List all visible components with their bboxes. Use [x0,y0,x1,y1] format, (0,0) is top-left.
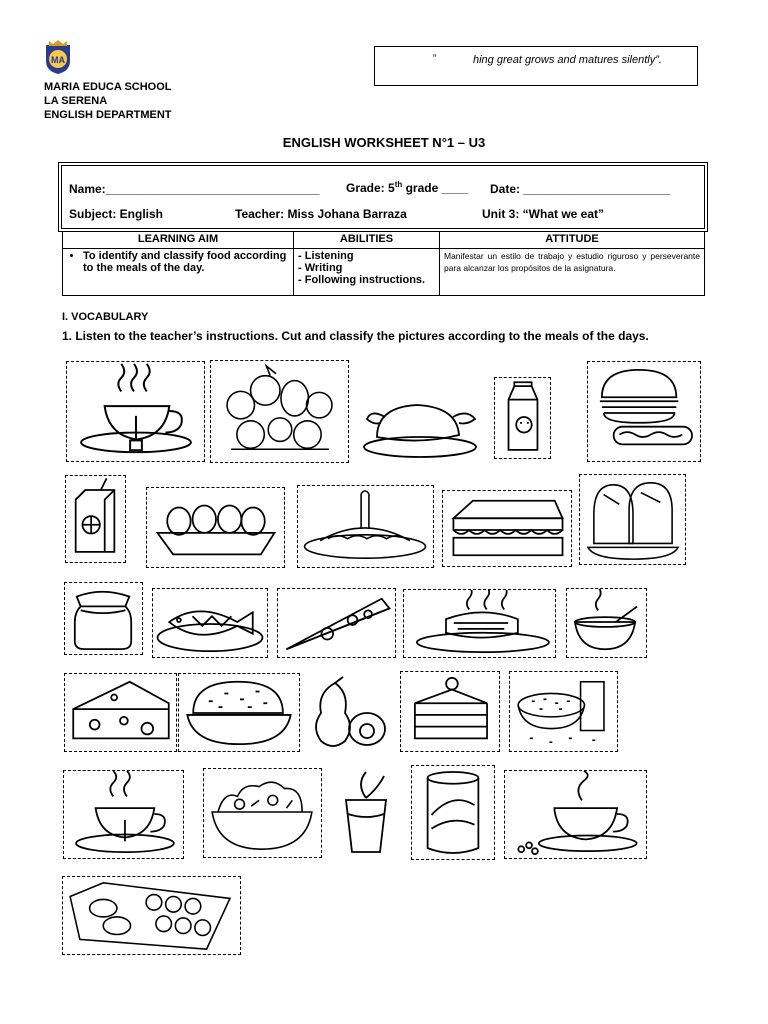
attitude-cell: Manifestar un estilo de trabajo y estudio riguroso y perseverante para alcanzar los propósitos de la asignatura. [440,249,705,296]
roast-chicken-icon [355,387,486,463]
school-city: LA SERENA [44,95,108,107]
lentils-picture[interactable] [509,671,618,752]
header-abilities: ABILITIES [294,232,440,249]
jam-jar-icon [65,583,142,654]
rice-bowl-picture[interactable] [178,673,300,752]
soup-bowl-icon [567,589,646,657]
sushi-picture[interactable] [62,876,241,955]
ability-item: - Following instructions. [298,274,426,286]
water-glass-icon [330,770,403,860]
subject-label: Subject: English [69,207,164,221]
quote-mark: “ [433,53,437,64]
ability-item: - Writing [298,262,343,274]
pizza-slice-picture[interactable] [277,588,396,658]
salad-picture[interactable] [203,768,322,858]
avocado-pear-picture[interactable] [309,673,391,752]
school-department: ENGLISH DEPARTMENT [44,109,172,121]
worksheet-title: ENGLISH WORKSHEET N°1 – U3 [282,135,486,150]
bread-picture[interactable] [579,474,686,565]
spaghetti-picture[interactable] [297,485,434,568]
cake-slice-icon [401,672,499,751]
steak-icon [404,590,555,657]
eggs-picture[interactable] [146,487,285,568]
grade-label: Grade: 5 [346,181,395,195]
soda-can-picture[interactable] [411,765,495,860]
abilities-cell [294,249,440,296]
instruction-text: 1. Listen to the teacher’s instructions. Cut and classify the pictures according to the meals of the days. [62,329,649,343]
roast-chicken-picture[interactable] [355,387,486,463]
cheese-picture[interactable] [64,673,177,752]
cake-slice-picture[interactable] [400,671,500,752]
name-field[interactable]: Name:________________________________ [69,182,320,196]
fish-icon [153,589,267,657]
juice-box-icon [66,476,125,562]
spaghetti-icon [298,486,433,567]
lentils-icon [510,672,617,751]
coffee-cup-picture[interactable] [504,770,647,859]
school-name: MARIA EDUCA SCHOOL [44,81,172,93]
juice-box-picture[interactable] [65,475,126,563]
learning-aim-cell [63,249,294,296]
rice-bowl-icon [179,674,299,751]
sandwich-picture[interactable] [442,490,572,567]
header-attitude: ATTITUDE [440,232,705,249]
grade-sup: th [394,180,403,189]
school-info [44,80,172,122]
student-info-box [61,165,705,229]
pizza-slice-icon [278,589,395,657]
tea-cup-icon [67,362,204,461]
date-field[interactable]: Date: ______________________ [490,182,671,196]
grade-tail: grade ____ [402,181,469,195]
avocado-pear-icon [309,673,391,752]
learning-aim-text: • To identify and classify food according to the meals of the day. [83,250,289,274]
burger-hotdog-picture[interactable] [587,361,701,462]
tea-cup-picture-2[interactable] [63,770,184,859]
sandwich-icon [443,491,571,566]
milk-carton-icon [495,378,550,458]
soup-bowl-picture[interactable] [566,588,647,658]
coffee-cup-icon [505,771,646,858]
fruits-picture[interactable] [210,360,349,463]
unit-label: Unit 3: “What we eat” [482,207,605,221]
cheese-icon [65,674,176,751]
header-learning-aim: LEARNING AIM [63,232,294,249]
eggs-icon [147,488,284,567]
burger-hotdog-icon [588,362,700,461]
school-logo [44,39,72,75]
ability-item: - Listening [298,250,354,262]
grade-field[interactable] [346,180,468,195]
quote-box [374,46,698,86]
section-heading: I. VOCABULARY [62,311,149,323]
jam-jar-picture[interactable] [64,582,143,655]
steak-picture[interactable] [403,589,556,658]
water-glass-picture[interactable] [330,770,403,860]
sushi-icon [63,877,240,954]
quote-text: hing great grows and matures silently”. [473,54,662,66]
salad-icon [204,769,321,857]
tea-cup-picture[interactable] [66,361,205,462]
milk-carton-picture[interactable] [494,377,551,459]
fruits-icon [211,361,348,462]
bread-icon [580,475,685,564]
soda-can-icon [412,766,494,859]
tea-cup-icon [64,771,183,858]
fish-picture[interactable] [152,588,268,658]
teacher-label: Teacher: Miss Johana Barraza [235,207,407,221]
logo-text: MA [51,55,65,65]
learning-aim-table [62,231,705,296]
